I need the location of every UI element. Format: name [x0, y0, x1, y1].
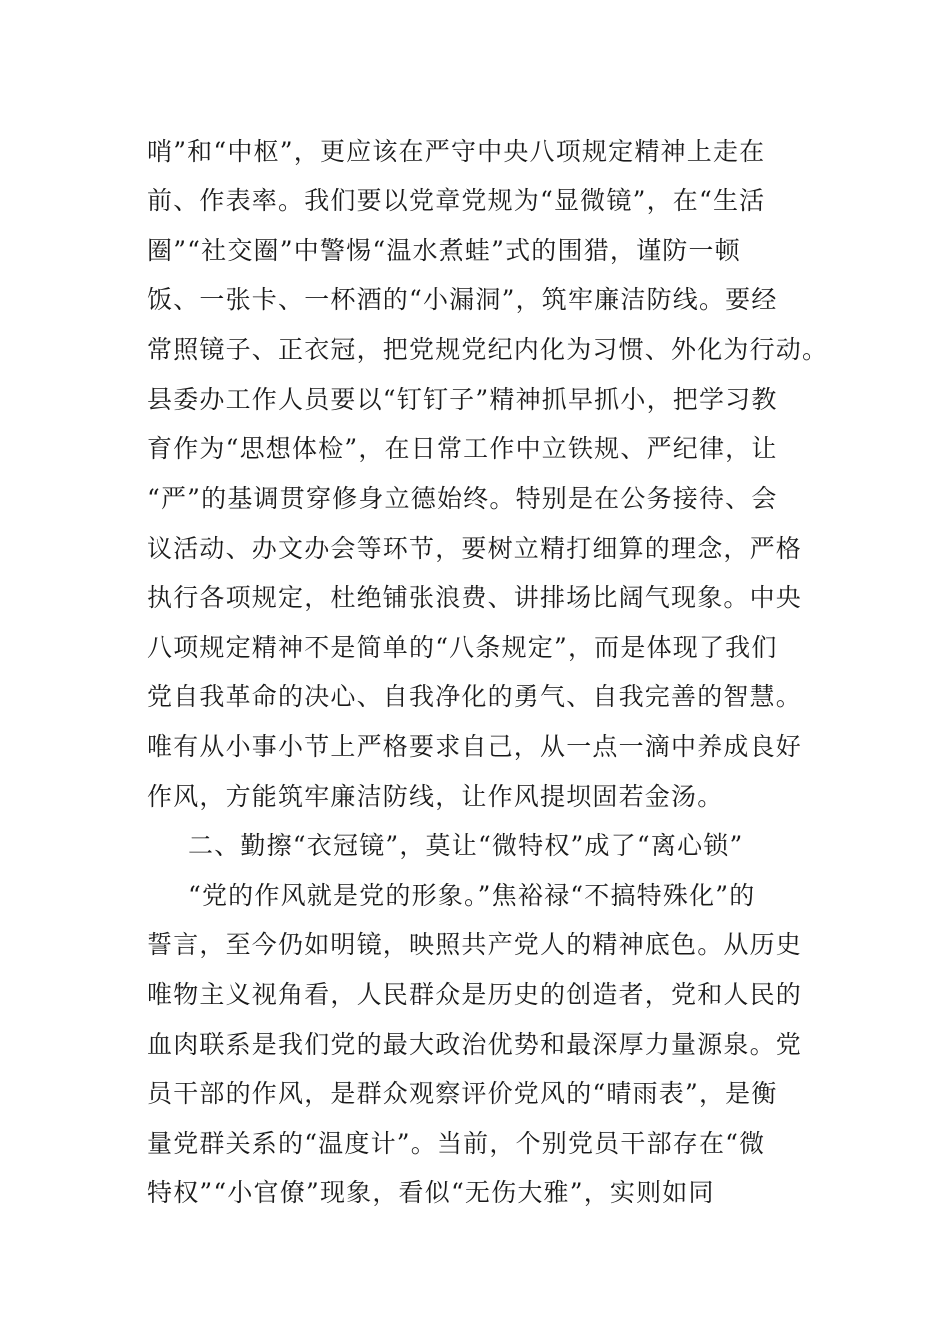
body-text-line: 圈”“社交圈”中警惕“温水煮蛙”式的围猎，谨防一顿 [147, 236, 741, 265]
body-text-line: 哨”和“中枢”，更应该在严守中央八项规定精神上走在 [147, 137, 766, 166]
body-text-line: “党的作风就是党的形象。”焦裕禄“不搞特殊化”的 [188, 881, 756, 910]
body-text-line: 作风，方能筑牢廉洁防线，让作风提坝固若金汤。 [147, 782, 724, 811]
body-text-line: 员干部的作风，是群众观察评价党风的“晴雨表”，是衡 [147, 1079, 778, 1108]
body-text-line: 饭、一张卡、一杯酒的“小漏洞”，筑牢廉洁防线。要经 [147, 285, 778, 314]
body-text-line: 党自我革命的决心、自我净化的勇气、自我完善的智慧。 [147, 682, 803, 711]
body-text-line: 唯物主义视角看，人民群众是历史的创造者，党和人民的 [147, 980, 803, 1009]
body-text-line: 八项规定精神不是简单的“八条规定”，而是体现了我们 [147, 633, 778, 662]
body-text-line: 育作为“思想体检”，在日常工作中立铁规、严纪律，让 [147, 434, 778, 463]
body-text-line: 唯有从小事小节上严格要求自己，从一点一滴中养成良好 [147, 732, 803, 761]
body-text-line: “严”的基调贯穿修身立德始终。特别是在公务接待、会 [147, 484, 778, 513]
body-text-line: 前、作表率。我们要以党章党规为“显微镜”，在“生活 [147, 186, 766, 215]
section-heading: 二、勤擦“衣冠镜”，莫让“微特权”成了“离心锁” [188, 831, 744, 860]
body-text-line: 执行各项规定，杜绝铺张浪费、讲排场比阔气现象。中央 [147, 583, 803, 612]
body-text-line: 量党群关系的“温度计”。当前，个别党员干部存在“微 [147, 1129, 766, 1158]
body-text-line: 常照镜子、正衣冠，把党规党纪内化为习惯、外化为行动。 [147, 335, 829, 364]
body-text-line: 议活动、办文办会等环节，要树立精打细算的理念，严格 [147, 534, 803, 563]
body-text-line: 血肉联系是我们党的最大政治优势和最深厚力量源泉。党 [147, 1030, 803, 1059]
body-text-line: 县委办工作人员要以“钉钉子”精神抓早抓小，把学习教 [147, 385, 778, 414]
body-text-line: 特权”“小官僚”现象，看似“无伤大雅”，实则如同 [147, 1178, 715, 1207]
body-text-line: 誓言，至今仍如明镜，映照共产党人的精神底色。从历史 [147, 930, 803, 959]
